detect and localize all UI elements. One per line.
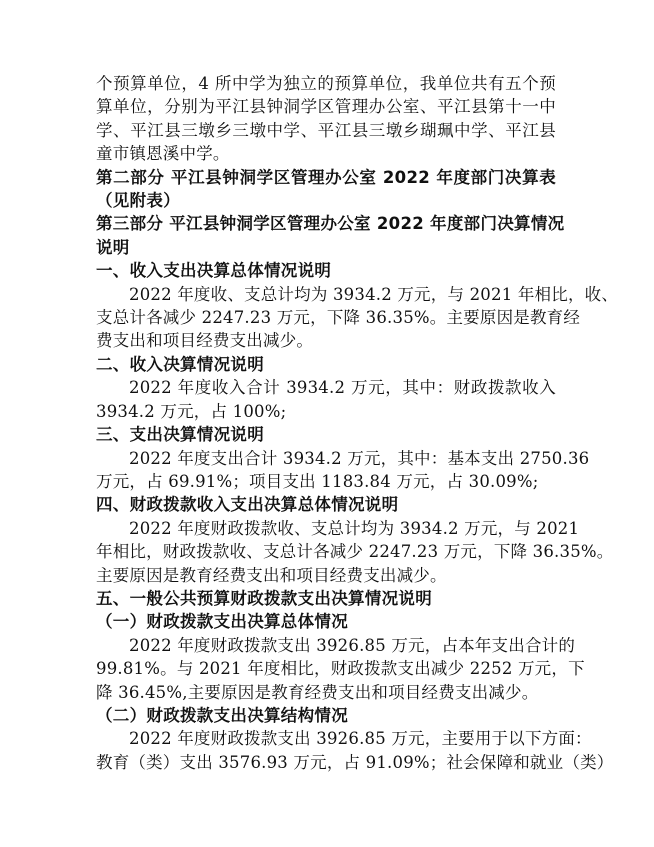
text-line: 2022 年度收入合计 3934.2 万元，其中：财政拨款收入	[129, 378, 556, 398]
text-line: 3934.2 万元，占 100%;	[96, 401, 287, 421]
heading-line: 说明	[96, 237, 130, 257]
text-line: 2022 年度财政拨款收、支总计均为 3934.2 万元，与 2021	[129, 518, 580, 538]
heading-line: 一、收入支出决算总体情况说明	[96, 261, 332, 281]
text-line: 2022 年度支出合计 3934.2 万元，其中：基本支出 2750.36	[129, 448, 590, 468]
heading-line: 五、一般公共预算财政拨款支出决算情况说明	[96, 588, 432, 608]
text-line: 童市镇恩溪中学。	[96, 144, 230, 164]
text-line: 教育（类）支出 3576.93 万元，占 91.09%；社会保障和就业（类）	[96, 752, 614, 772]
section5-heading	[96, 587, 556, 610]
text-line: 99.81%。与 2021 年度相比，财政拨款支出减少 2252 万元，下	[96, 659, 585, 679]
text-line: 万元，占 69.91%；项目支出 1183.84 万元，占 30.09%;	[96, 471, 539, 491]
section5-2-body	[96, 727, 614, 774]
section3-heading	[96, 423, 556, 446]
heading-line: 三、支出决算情况说明	[96, 425, 264, 445]
section4-heading	[96, 493, 556, 516]
section1-body	[96, 283, 619, 353]
section4-body	[96, 517, 614, 587]
section3-body	[96, 447, 590, 494]
heading-line: 二、收入决算情况说明	[96, 354, 264, 374]
heading-line: （二）财政拨款支出决算结构情况	[96, 705, 348, 725]
intro-paragraph	[96, 72, 556, 166]
section2-body	[96, 376, 556, 423]
text-line: 年相比，财政拨款收、支总计各减少 2247.23 万元，下降 36.35%。	[96, 542, 614, 562]
text-line: 2022 年度财政拨款支出 3926.85 万元，主要用于以下方面：	[129, 729, 592, 749]
part2-heading	[96, 166, 556, 213]
text-line: 主要原因是教育经费支出和项目经费支出减少。	[96, 565, 447, 585]
text-line: 2022 年度收、支总计均为 3934.2 万元，与 2021 年相比，收、	[129, 284, 619, 304]
text-line: 2022 年度财政拨款支出 3926.85 万元，占本年支出合计的	[129, 635, 576, 655]
document-body	[96, 72, 619, 774]
text-line: 学、平江县三墩乡三墩中学、平江县三墩乡瑚珮中学、平江县	[96, 120, 556, 140]
text-line: 个预算单位，4 所中学为独立的预算单位，我单位共有五个预	[96, 74, 556, 93]
section5-2-heading	[96, 704, 556, 727]
section2-heading	[96, 353, 556, 376]
section1-heading	[96, 259, 556, 282]
heading-line: （一）财政拨款支出决算总体情况	[96, 612, 348, 632]
section5-1-heading	[96, 610, 556, 633]
text-line: 支总计各减少 2247.23 万元，下降 36.35%。主要原因是教育经	[96, 308, 581, 328]
text-line: 算单位，分别为平江县钟洞学区管理办公室、平江县第十一中	[96, 97, 556, 117]
heading-line: 第二部分 平江县钟洞学区管理办公室 2022 年度部门决算表	[96, 167, 556, 187]
part3-heading	[96, 212, 565, 259]
heading-line: 第三部分 平江县钟洞学区管理办公室 2022 年度部门决算情况	[96, 214, 565, 234]
heading-line: 四、财政拨款收入支出决算总体情况说明	[96, 495, 399, 515]
text-line: 费支出和项目经费支出减少。	[96, 331, 314, 351]
section5-1-body	[96, 634, 585, 704]
heading-line: （见附表）	[96, 191, 180, 211]
text-line: 降 36.45%,主要原因是教育经费支出和项目经费支出减少。	[96, 682, 539, 702]
